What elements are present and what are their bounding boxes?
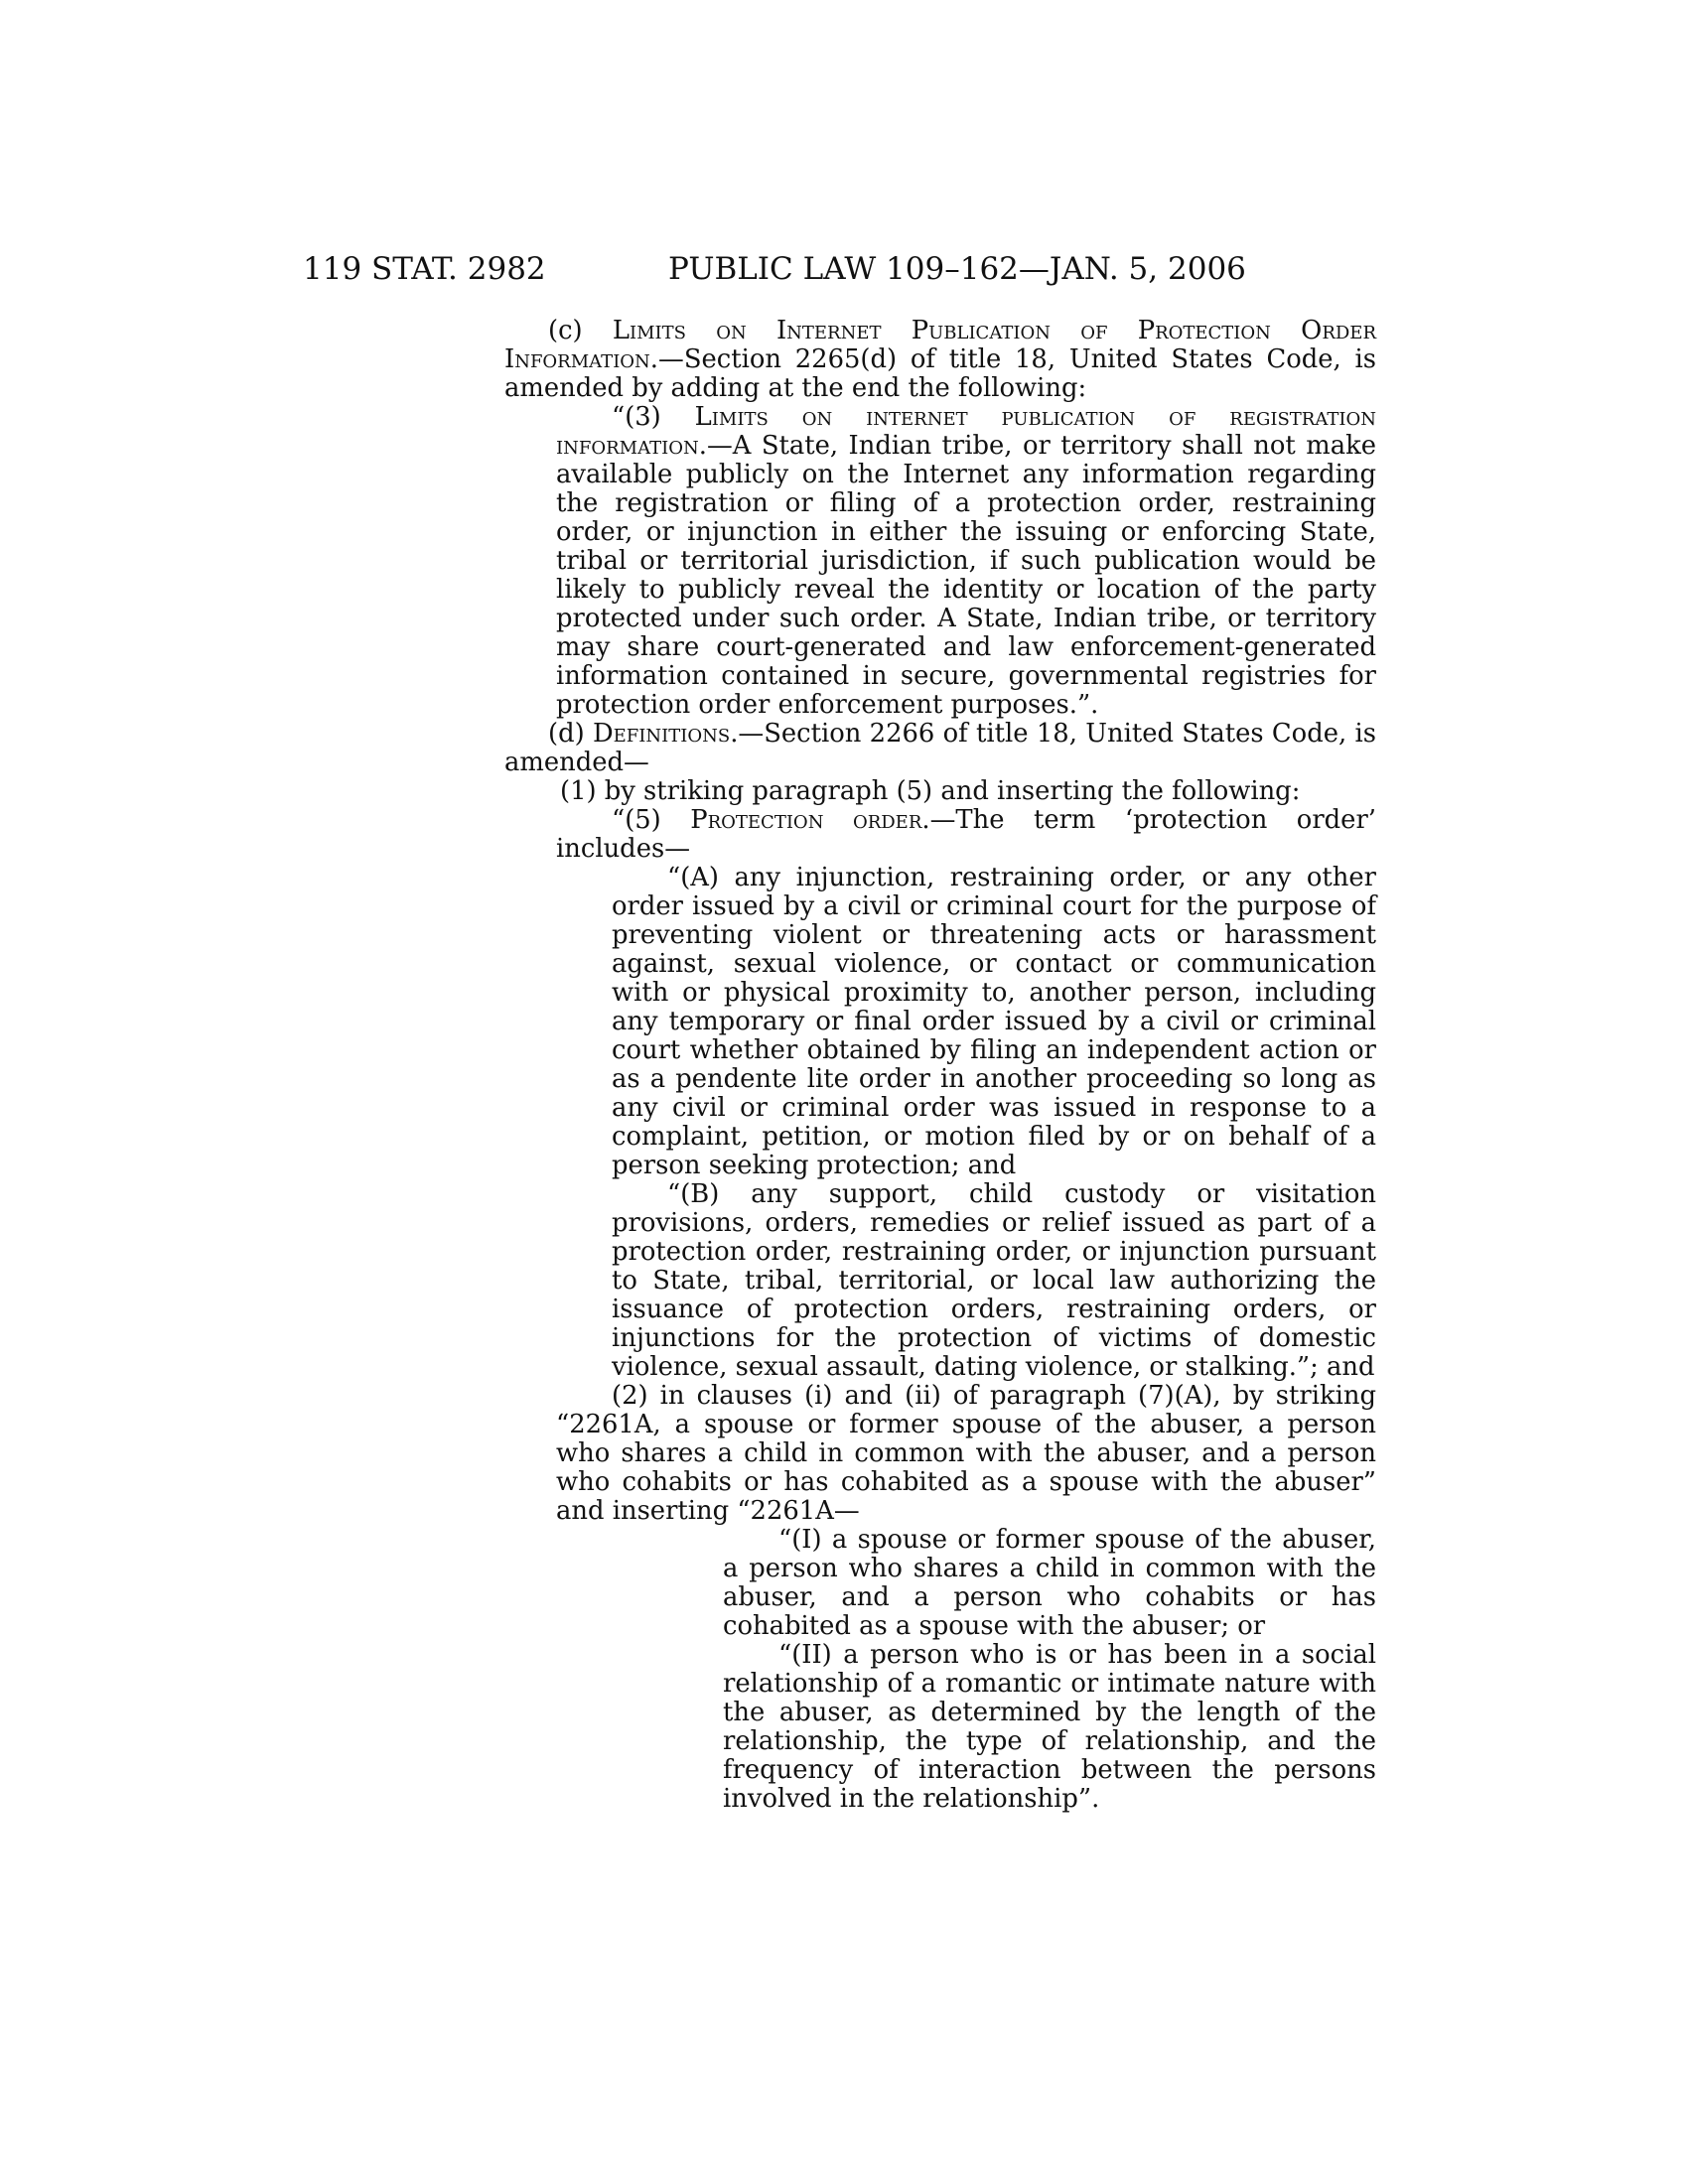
- paragraph-3-heading: Limits on internet publication of registration information.: [556, 402, 1376, 461]
- page-header: [303, 249, 1246, 289]
- stat-citation: 119 STAT. 2982: [303, 251, 546, 287]
- subclause-ii: “(II) a person who is or has been in a social relationship of a romantic or intimate nature with the abuser, as determined by the length of the relationship, the type of relationship, and the frequency of interaction between the persons involved in the relationship”.: [723, 1640, 1376, 1814]
- document-body: [0, 317, 1688, 1814]
- subsection-c-heading: Limits on Internet Publication of Protection Order Information.: [504, 316, 1376, 374]
- paragraph-5: [556, 806, 1376, 864]
- paragraph-3-label: “(3): [612, 402, 695, 432]
- running-title: PUBLIC LAW 109–162—JAN. 5, 2006: [668, 251, 1246, 287]
- subsection-c-text: —Section 2265(d) of title 18, United States Code, is amended by adding at the end the following:: [504, 344, 1376, 403]
- subsection-d-label: (d): [548, 719, 593, 749]
- amendment-2: (2) in clauses (i) and (ii) of paragraph (7)(A), by striking “2261A, a spouse or former spouse of the abuser, a person who shares a child in common with the abuser, and a person who cohabits or has cohabited as a spouse with the abuser” and inserting “2261A—: [556, 1381, 1376, 1526]
- subparagraph-a: “(A) any injunction, restraining order, or any other order issued by a civil or criminal court for the purpose of preventing violent or threatening acts or harassment against, sexual violence, or contact or communication with or physical proximity to, another person, including any temporary or final order issued by a civil or criminal court whether obtained by filing an independent action or as a pendente lite order in another proceeding so long as any civil or criminal order was issued in response to a complaint, petition, or motion filed by or on behalf of a person seeking protection; and: [612, 863, 1376, 1180]
- subclause-i: “(I) a spouse or former spouse of the abuser, a person who shares a child in common with the abuser, and a person who cohabits or has cohabited as a spouse with the abuser; or: [723, 1525, 1376, 1641]
- paragraph-3: [556, 403, 1376, 720]
- paragraph-3-text: —A State, Indian tribe, or territory shall not make available publicly on the Internet any information regarding the registration or filing of a protection order, restraining order, or injunction in either the issuing or enforcing State, tribal or territorial jurisdiction, if such publication would be likely to publicly reveal the identity or location of the party protected under such order. A State, Indian tribe, or territory may share court-generated and law enforcement-generated information contained in secure, governmental registries for protection order enforcement purposes.”.: [556, 431, 1376, 720]
- subsection-c: [504, 317, 1376, 403]
- paragraph-5-text: —The term ‘protection order’ includes—: [556, 805, 1376, 864]
- paragraph-5-label: “(5): [612, 805, 691, 835]
- amendment-1: (1) by striking paragraph (5) and inserting the following:: [560, 776, 1301, 806]
- paragraph-5-heading: Protection order.: [690, 805, 930, 835]
- subsection-d: [504, 720, 1376, 777]
- subsection-d-heading: Definitions.: [592, 719, 739, 749]
- subsection-c-label: (c): [548, 316, 613, 345]
- subsection-d-text: —Section 2266 of title 18, United States Code, is amended—: [504, 719, 1376, 777]
- subparagraph-b: “(B) any support, child custody or visitation provisions, orders, remedies or relief issued as part of a protection order, restraining order, or injunction pursuant to State, tribal, territorial, or local law authorizing the issuance of protection orders, restraining orders, or injunctions for the protection of victims of domestic violence, sexual assault, dating violence, or stalking.”; and: [612, 1179, 1376, 1382]
